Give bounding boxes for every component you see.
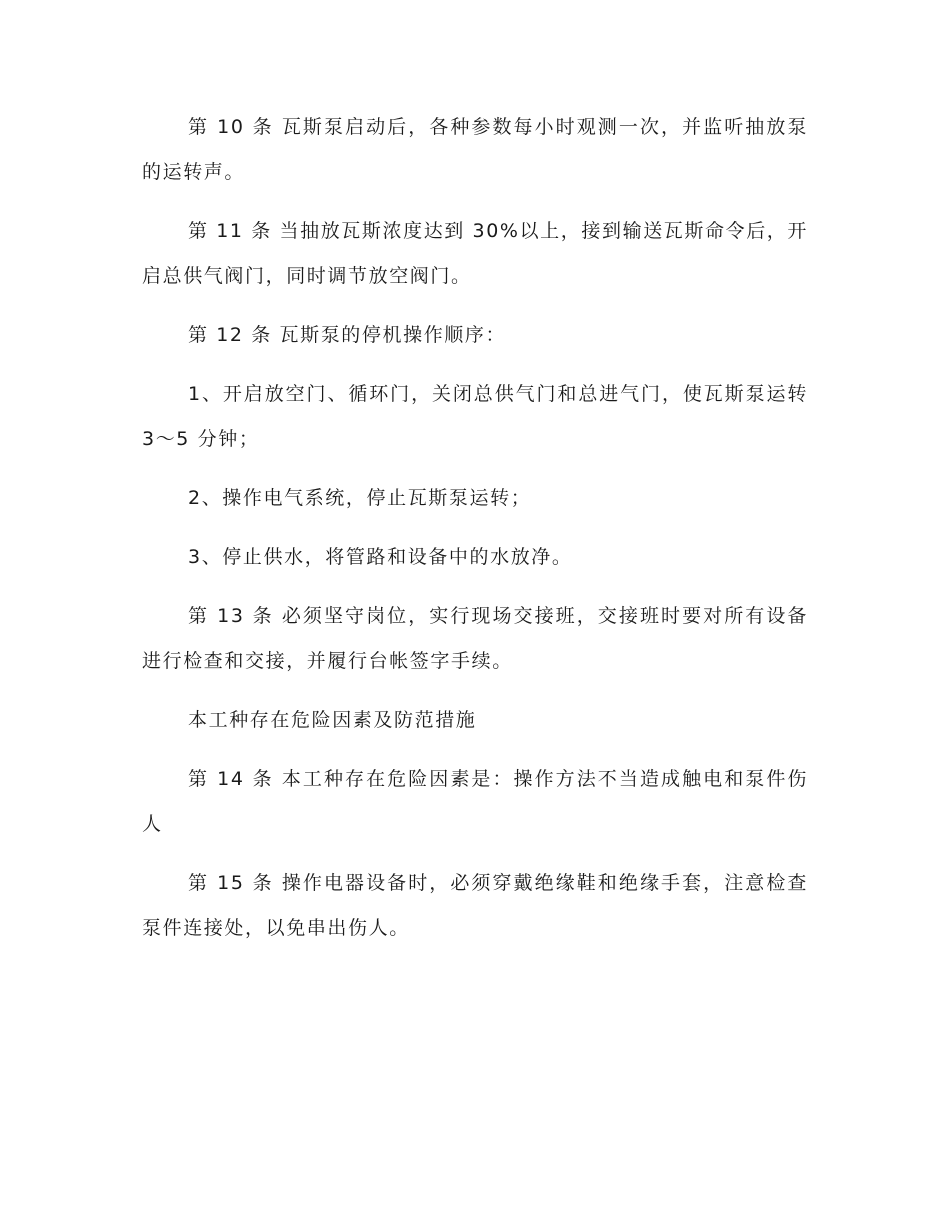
paragraph-step-3: 3、停止供水，将管路和设备中的水放净。 xyxy=(188,546,573,568)
document-body xyxy=(142,105,808,965)
paragraph-article-15: 第 15 条 操作电器设备时，必须穿戴绝缘鞋和绝缘手套，注意检查泵件连接处，以免串出伤人。 xyxy=(142,872,808,939)
paragraph-step-2: 2、操作电气系统，停止瓦斯泵运转； xyxy=(188,487,532,509)
paragraph-article-13: 第 13 条 必须坚守岗位，实行现场交接班，交接班时要对所有设备进行检查和交接，并履行台帐签字手续。 xyxy=(142,605,808,672)
paragraph-article-11: 第 11 条 当抽放瓦斯浓度达到 30%以上，接到输送瓦斯命令后，开启总供气阀门，同时调节放空阀门。 xyxy=(142,220,808,287)
paragraph-article-14: 第 14 条 本工种存在危险因素是：操作方法不当造成触电和泵件伤人 xyxy=(142,768,808,835)
paragraph-step-1: 1、开启放空门、循环门，关闭总供气门和总进气门，使瓦斯泵运转 3～5 分钟； xyxy=(142,383,808,450)
section-heading: 本工种存在危险因素及防范措施 xyxy=(188,709,477,731)
paragraph-article-12: 第 12 条 瓦斯泵的停机操作顺序： xyxy=(188,324,507,346)
paragraph-article-10: 第 10 条 瓦斯泵启动后，各种参数每小时观测一次，并监听抽放泵的运转声。 xyxy=(142,116,808,183)
